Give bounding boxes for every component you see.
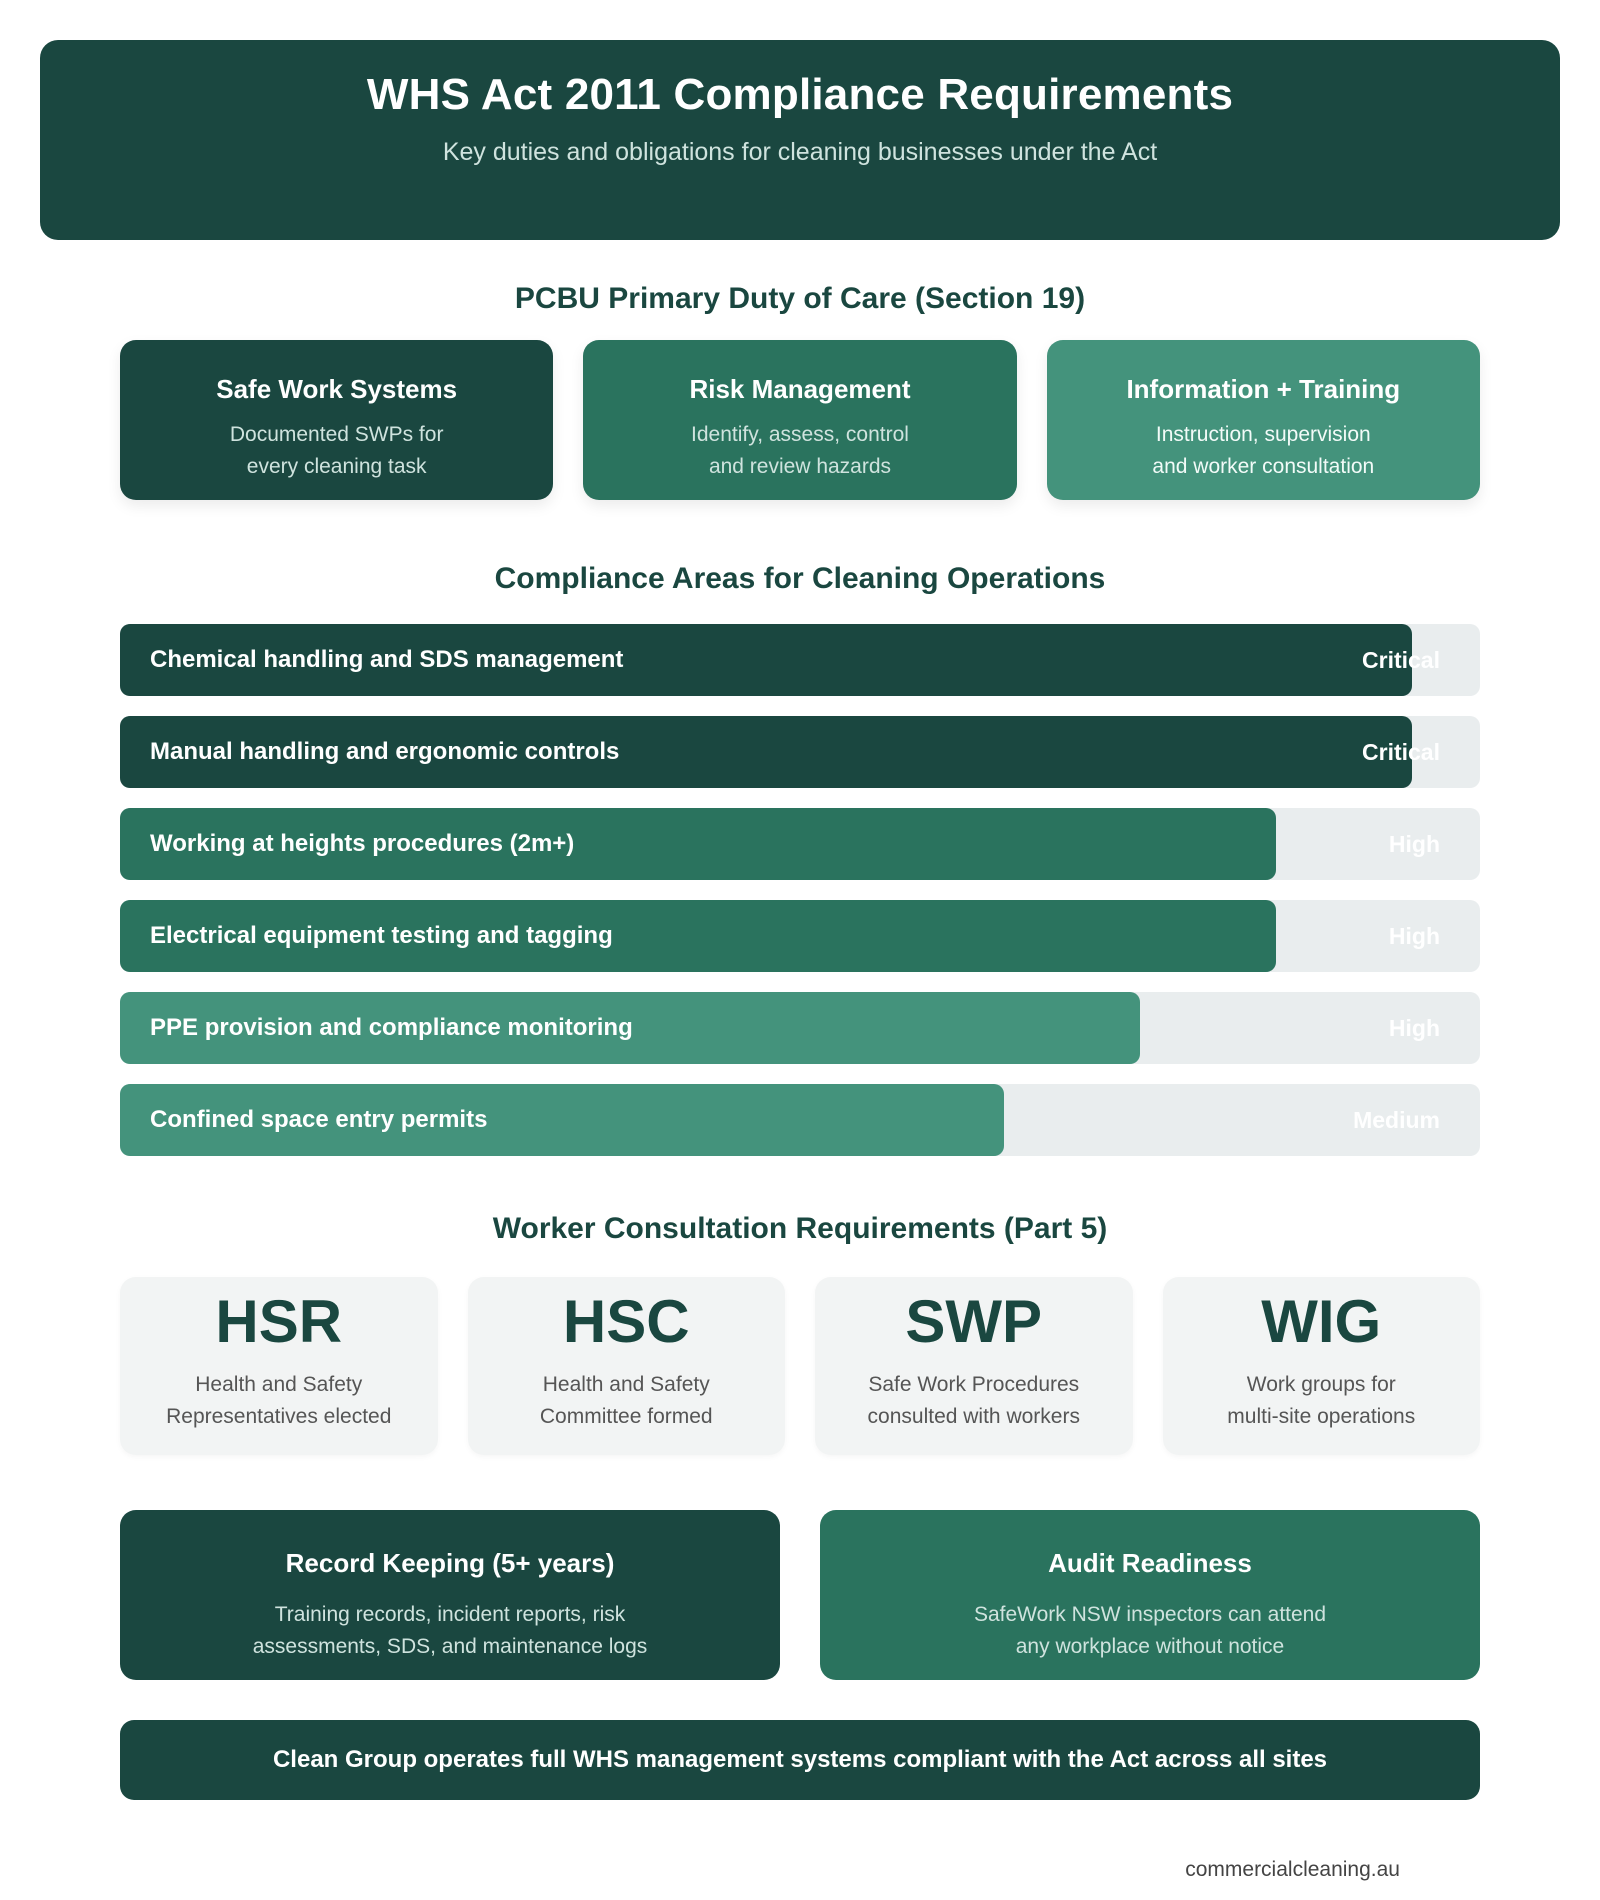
compliance-bar-label: Confined space entry permits xyxy=(150,1106,488,1133)
consult-card-desc: Safe Work Procedures consulted with workers xyxy=(867,1373,1080,1428)
audit-readiness-card xyxy=(820,1510,1480,1680)
compliance-bar-level: Critical xyxy=(1362,647,1440,673)
duty-card-title: Safe Work Systems xyxy=(216,374,458,404)
duty-card-information-training xyxy=(1047,340,1480,500)
info-card-desc: SafeWork NSW inspectors can attend any workplace without notice xyxy=(973,1603,1327,1658)
compliance-bar-track xyxy=(120,1084,1480,1156)
compliance-bar-label: Working at heights procedures (2m+) xyxy=(150,830,575,857)
header-banner xyxy=(40,40,1560,240)
compliance-bar-level: High xyxy=(1388,831,1440,857)
consult-card-abbr: SWP xyxy=(905,1288,1043,1355)
page-title: WHS Act 2011 Compliance Requirements xyxy=(366,70,1234,119)
compliance-bar-level: Medium xyxy=(1353,1107,1440,1133)
summary-banner: Clean Group operates full WHS management systems compliant with the Act across all sites xyxy=(120,1720,1480,1800)
compliance-bar-label: Electrical equipment testing and tagging xyxy=(150,922,613,949)
compliance-bar-level: High xyxy=(1388,923,1440,949)
info-card-title: Audit Readiness xyxy=(1048,1548,1252,1578)
consult-card-hsc xyxy=(468,1277,786,1455)
consult-card-abbr: HSR xyxy=(215,1288,343,1355)
compliance-bar-track xyxy=(120,716,1480,788)
info-cards xyxy=(120,1510,1480,1680)
consultation-section-title: Worker Consultation Requirements (Part 5) xyxy=(492,1212,1108,1245)
page-subtitle: Key duties and obligations for cleaning businesses under the Act xyxy=(442,138,1158,166)
compliance-bar-track xyxy=(120,900,1480,972)
compliance-section-title: Compliance Areas for Cleaning Operations xyxy=(494,562,1106,595)
consult-card-desc: Health and Safety Representatives elected xyxy=(166,1373,392,1428)
consult-card-hsr xyxy=(120,1277,438,1455)
duty-card-desc: Identify, assess, control and review hazards xyxy=(691,423,909,478)
duty-card-title: Risk Management xyxy=(689,374,911,404)
info-card-title: Record Keeping (5+ years) xyxy=(285,1548,615,1578)
consult-card-abbr: WIG xyxy=(1261,1288,1382,1355)
duty-card-desc: Documented SWPs for every cleaning task xyxy=(229,423,444,478)
duty-section-title: PCBU Primary Duty of Care (Section 19) xyxy=(514,282,1086,315)
record-keeping-card xyxy=(120,1510,780,1680)
compliance-bar-label: Manual handling and ergonomic controls xyxy=(150,738,620,765)
compliance-bar-track xyxy=(120,808,1480,880)
compliance-bar-level: Critical xyxy=(1362,739,1440,765)
footer-url: commercialcleaning.au xyxy=(1185,1858,1400,1881)
compliance-bar-level: High xyxy=(1388,1015,1440,1041)
duty-card-risk-management xyxy=(583,340,1016,500)
compliance-bar-track xyxy=(120,624,1480,696)
duty-card-safe-work-systems xyxy=(120,340,553,500)
consult-card-desc: Work groups for multi-site operations xyxy=(1227,1373,1416,1428)
compliance-bars xyxy=(120,624,1480,1176)
info-card-desc: Training records, incident reports, risk assessments, SDS, and maintenance logs xyxy=(252,1603,648,1658)
duty-cards xyxy=(120,340,1480,500)
consult-card-abbr: HSC xyxy=(562,1288,690,1355)
consult-card-desc: Health and Safety Committee formed xyxy=(539,1373,713,1428)
compliance-bar-label: PPE provision and compliance monitoring xyxy=(150,1014,633,1041)
consultation-cards xyxy=(120,1277,1480,1455)
duty-card-title: Information + Training xyxy=(1126,374,1401,404)
duty-card-desc: Instruction, supervision and worker consultation xyxy=(1152,423,1375,478)
compliance-bar-track xyxy=(120,992,1480,1064)
compliance-bar-label: Chemical handling and SDS management xyxy=(150,646,624,673)
consult-card-wig xyxy=(1163,1277,1481,1455)
consult-card-swp xyxy=(815,1277,1133,1455)
